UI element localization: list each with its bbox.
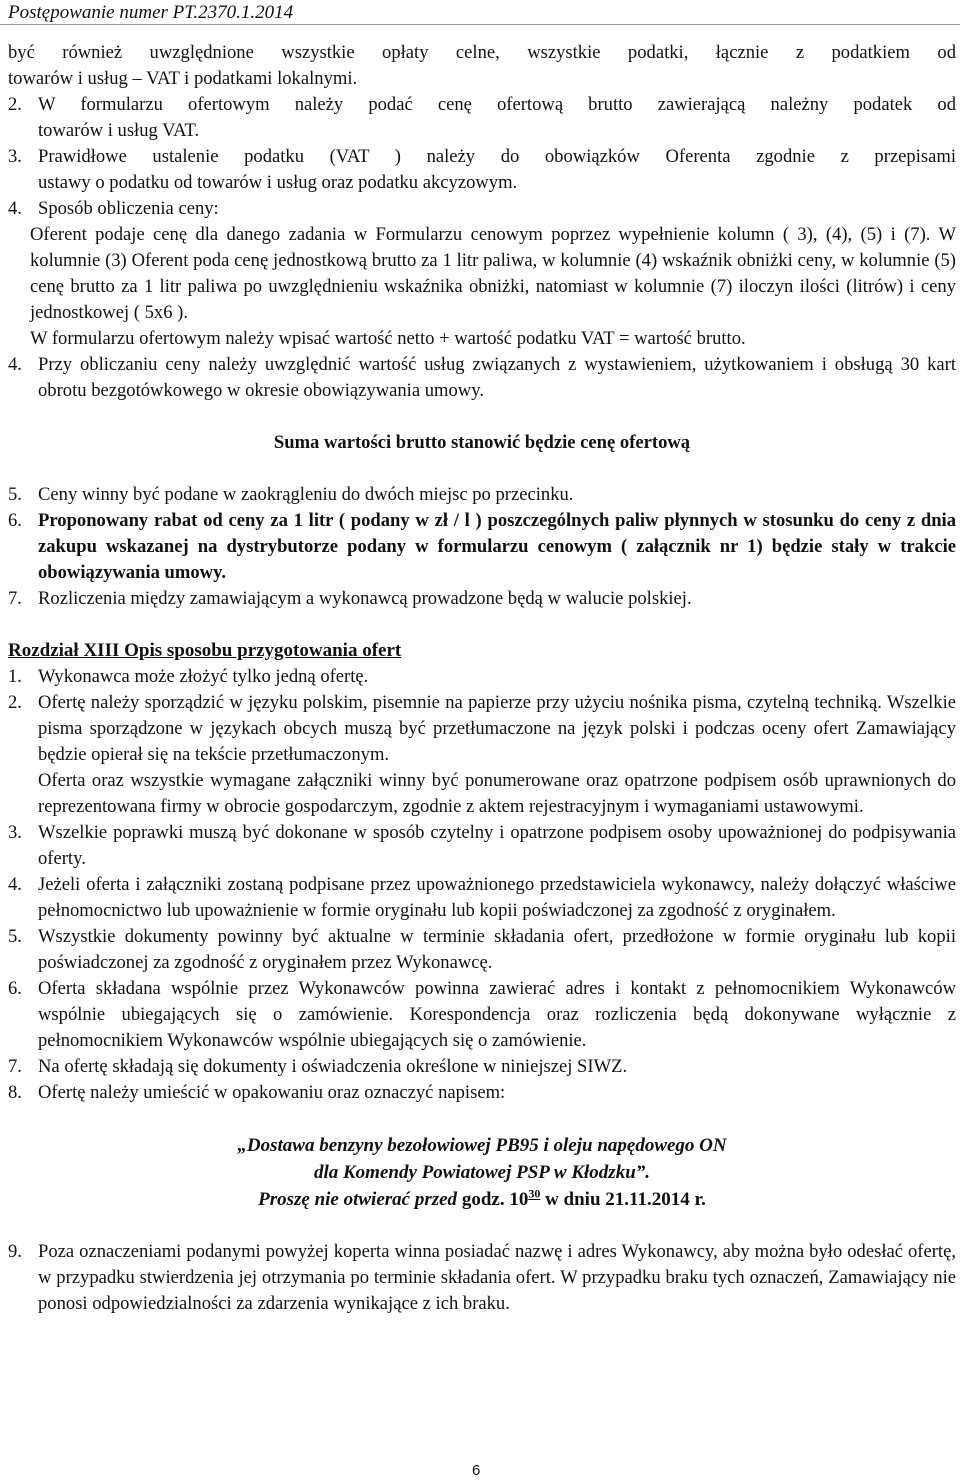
section-title: Rozdział XIII Opis sposobu przygotowania ofert: [8, 640, 402, 661]
list-item: 4. Sposób obliczenia ceny:: [8, 198, 219, 219]
paragraph: W formularzu ofertowym należy wpisać wartość netto + wartość podatku VAT = wartość brutto.: [30, 328, 746, 349]
list-item: 7. Rozliczenia między zamawiającym a wykonawcą prowadzone będą w walucie polskiej.: [8, 588, 692, 609]
envelope-label: „Dostawa benzyny bezołowiowej PB95 i oleju napędowego ON dla Komendy Powiatowej PSP w Kłodzku”. Proszę nie otwierać przed godz. $10^{30}$ w dniu 21.11.2014 r.: [237, 1135, 727, 1210]
header-rule: [0, 24, 960, 25]
list-item: 6. Proponowany rabat od ceny za 1 litr ( podany w zł / l ) poszczególnych paliw płynnych w stosunku do ceny z dnia zakupu wskazanej na dystrybutorze podany w formularzu cenowym ( załącznik nr 1) będzie stały w trakcie obowiązywania umowy.: [8, 510, 956, 583]
list-item: 7. Na ofertę składają się dokumenty i oświadczenia określone w niniejszej SIWZ.: [8, 1056, 628, 1077]
list-item: 4. Przy obliczaniu ceny należy uwzględnić wartość usług związanych z wystawieniem, użytkowaniem i obsługą 30 kart obrotu bezgotówkowego w okresie obowiązywania umowy.: [8, 354, 956, 401]
list-item: 4. Jeżeli oferta i załączniki zostaną podpisane przez upoważnionego przedstawiciela wykonawcy, należy dołączyć właściwe pełnomocnictwo lub upoważnienie w formie oryginału lub kopii poświadczonej za zgodność z oryginałem.: [8, 874, 956, 921]
paragraph: być również uwzględnione wszystkie opłaty celne, wszystkie podatki, łącznie z podatkiem od: [8, 42, 956, 63]
list-item: 5. Wszystkie dokumenty powinny być aktualne w terminie składania ofert, przedłożone w formie oryginału lub kopii poświadczonej za zgodność z oryginałem przez Wykonawcę.: [8, 926, 956, 973]
summary-heading: Suma wartości brutto stanowić będzie cenę ofertową: [273, 432, 691, 453]
paragraph: Oferent podaje cenę dla danego zadania w Formularzu cenowym poprzez wypełnienie kolumn ( 3), (4), (5) i (7). W kolumnie (3) Oferent poda cenę jednostkową brutto za 1 litr paliwa, w kolumnie (4) wskaźnik obniżki ceny, w kolumnie (5) cenę brutto za 1 litr paliwa po uwzględnieniu wskaźnika obniżki, natomiast w kolumnie (7) iloczyn ilości (litrów) i ceny jednostkowej ( 5x6 ).: [30, 224, 956, 323]
list-item: 9. Poza oznaczeniami podanymi powyżej koperta winna posiadać nazwę i adres Wykonawcy, aby można było odesłać ofertę, w przypadku stwierdzenia jej otrzymania po terminie składania ofert. W przypadku braku tych oznaczeń, Zamawiający nie ponosi odpowiedzialności za zdarzenia wynikające z ich braku.: [8, 1241, 956, 1314]
list-item: 2. W formularzu ofertowym należy podać cenę ofertową brutto zawierającą należny podatek od towarów i usług VAT.: [8, 94, 956, 141]
page-header: Postępowanie numer PT.2370.1.2014: [8, 2, 294, 23]
list-item: 8. Ofertę należy umieścić w opakowaniu oraz oznaczyć napisem:: [8, 1082, 506, 1103]
list-item: 1. Wykonawca może złożyć tylko jedną ofertę.: [8, 666, 369, 687]
document-body: [8, 40, 956, 1317]
list-item: 5. Ceny winny być podane w zaokrągleniu do dwóch miejsc po przecinku.: [8, 484, 574, 505]
list-item: 2. Ofertę należy sporządzić w języku polskim, pisemnie na papierze przy użyciu nośnika pisma, czytelną techniką. Wszelkie pisma sporządzone w językach obcych muszą być przetłumaczone na język polski i podczas oceny ofert Zamawiający będzie opierał się na tekście przetłumaczonym. Oferta oraz wszystkie wymagane załączniki winny być ponumerowane oraz opatrzone podpisem osób uprawnionych do reprezentowana firmy w obrocie gospodarczym, zgodnie z aktem rejestracyjnym i wymaganiami ustawowymi.: [8, 692, 956, 817]
list-item: 3. Prawidłowe ustalenie podatku (VAT ) należy do obowiązków Oferenta zgodnie z przepisami ustawy o podatku od towarów i usług oraz podatku akcyzowym.: [8, 146, 956, 193]
page-number: 6: [472, 1462, 481, 1479]
list-item: 6. Oferta składana wspólnie przez Wykonawców powinna zawierać adres i kontakt z pełnomocnikiem Wykonawców wspólnie ubiegających się o zamówienie. Korespondencja oraz rozliczenia będą dokonywane wyłącznie z pełnomocnikiem Wykonawców wspólnie ubiegających się o zamówienie.: [8, 978, 956, 1051]
list-item: 3. Wszelkie poprawki muszą być dokonane w sposób czytelny i opatrzone podpisem osoby upoważnionej do podpisywania oferty.: [8, 822, 956, 869]
paragraph: towarów i usług – VAT i podatkami lokalnymi.: [8, 68, 358, 89]
